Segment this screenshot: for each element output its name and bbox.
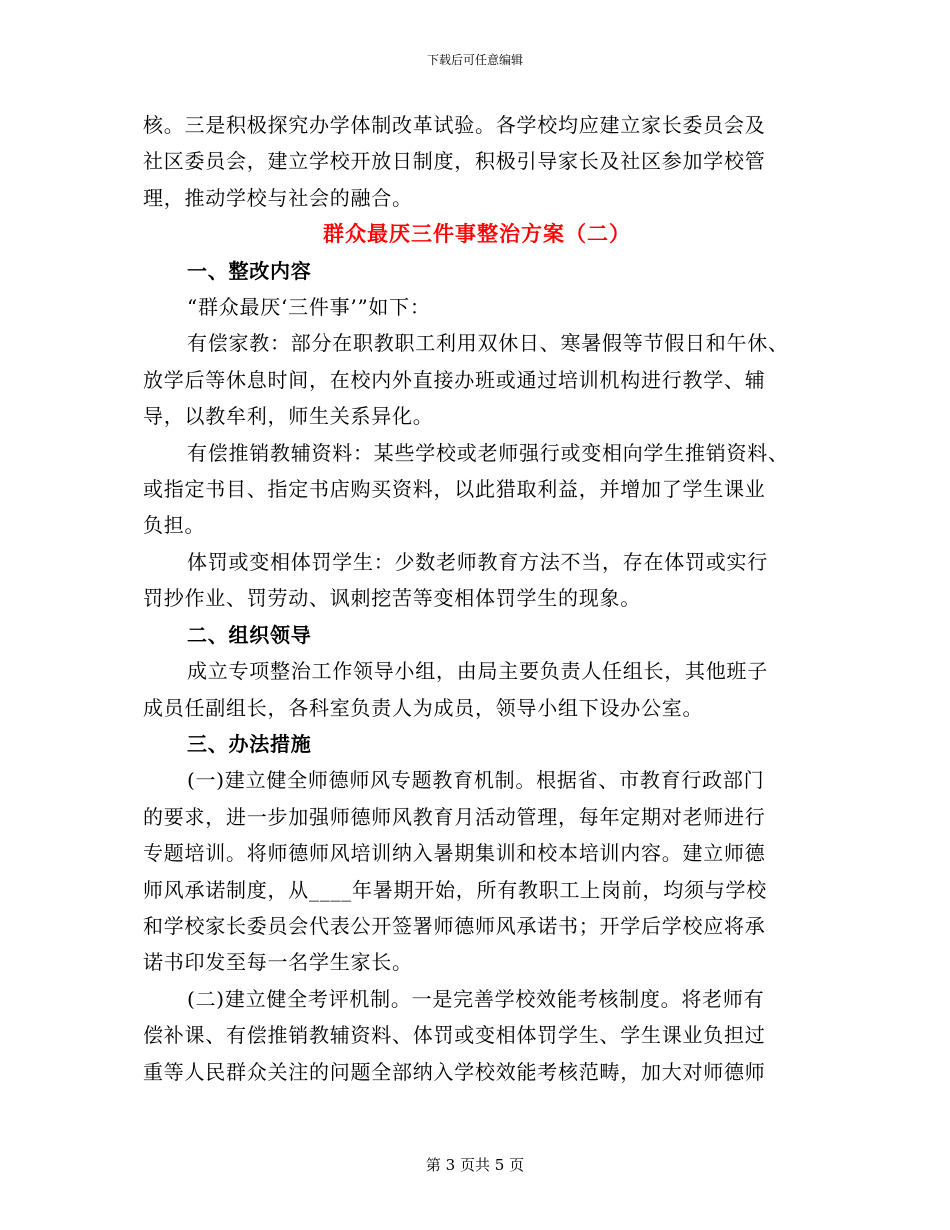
body-line: 偿补课、有偿推销教辅资料、体罚或变相体罚学生、学生课业负担过 bbox=[143, 1023, 766, 1048]
body-line: 师风承诺制度，从____年暑期开始，所有教职工上岗前，均须与学校 bbox=[143, 877, 767, 902]
body-line: 核。三是积极探究办学体制改革试验。各学校均应建立家长委员会及 bbox=[143, 113, 766, 137]
body-line: 成员任副组长，各科室负责人为成员，领导小组下设办公室。 bbox=[143, 695, 704, 720]
page-number: 第 3 页共 5 页 bbox=[425, 1156, 525, 1174]
body-line: (二)建立健全考评机制。一是完善学校效能考核制度。将老师有 bbox=[187, 986, 765, 1011]
body-line: 导，以教牟利，师生关系异化。 bbox=[143, 404, 434, 429]
body-line: 或指定书目、指定书店购买资料，以此猎取利益，并增加了学生课业 bbox=[143, 477, 766, 502]
body-line: 诺书印发至每一名学生家长。 bbox=[143, 950, 413, 975]
body-line: 专题培训。将师德师风培训纳入暑期集训和校本培训内容。建立师德 bbox=[143, 841, 766, 866]
body-line: 体罚或变相体罚学生：少数老师教育方法不当，存在体罚或实行 bbox=[187, 549, 768, 574]
body-line: 成立专项整治工作领导小组，由局主要负责人任组长，其他班子 bbox=[187, 659, 768, 684]
section-heading: 三、办法措施 bbox=[187, 731, 312, 756]
body-line: 和学校家长委员会代表公开签署师德师风承诺书；开学后学校应将承 bbox=[143, 913, 766, 938]
page-header: 下载后可任意编辑 bbox=[426, 53, 523, 67]
body-line: 理，推动学校与社会的融合。 bbox=[143, 185, 413, 210]
section-heading: 二、组织领导 bbox=[187, 622, 312, 647]
body-line: 放学后等休息时间，在校内外直接办班或通过培训机构进行教学、辅 bbox=[143, 367, 766, 392]
body-line: 有偿家教：部分在职教职工利用双休日、寒暑假等节假日和午休、 bbox=[187, 331, 789, 356]
body-line: 的要求，进一步加强师德师风教育月活动管理，每年定期对老师进行 bbox=[143, 804, 766, 829]
body-line: 有偿推销教辅资料：某些学校或老师强行或变相向学生推销资料、 bbox=[187, 440, 789, 465]
document-title: 群众最厌三件事整治方案（二） bbox=[323, 221, 631, 247]
body-line: 社区委员会，建立学校开放日制度，积极引导家长及社区参加学校管 bbox=[143, 149, 766, 174]
body-line: (一)建立健全师德师风专题教育机制。根据省、市教育行政部门 bbox=[187, 768, 765, 793]
section-heading: 一、整改内容 bbox=[187, 258, 312, 283]
document-body bbox=[143, 107, 811, 1090]
body-line: 重等人民群众关注的问题全部纳入学校效能考核范畴，加大对师德师 bbox=[143, 1059, 766, 1084]
body-line: “群众最厌‘三件事’”如下： bbox=[187, 295, 431, 320]
body-line: 罚抄作业、罚劳动、讽刺挖苦等变相体罚学生的现象。 bbox=[143, 586, 641, 611]
body-line: 负担。 bbox=[143, 513, 206, 538]
